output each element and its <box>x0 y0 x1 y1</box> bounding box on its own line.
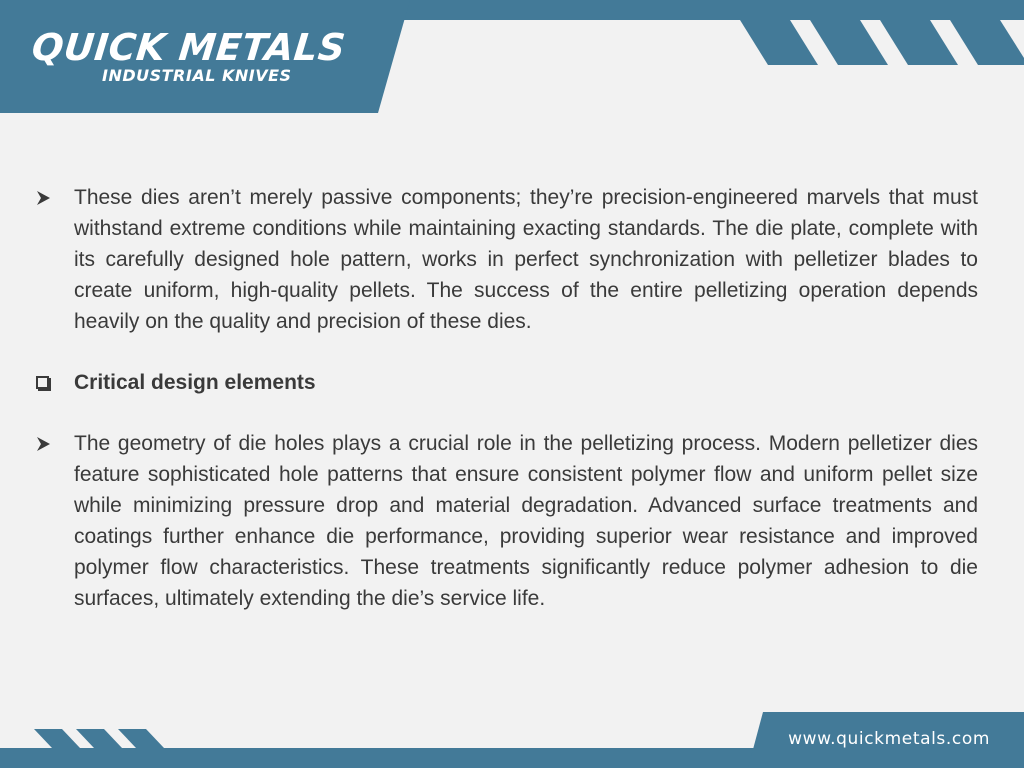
section-heading: Critical design elements <box>74 371 316 394</box>
header-stripe <box>880 20 958 65</box>
footer-url[interactable]: www.quickmetals.com <box>788 729 990 749</box>
header-stripe <box>810 20 888 65</box>
brand-name: QUICK METALS <box>29 26 348 69</box>
header-stripe <box>740 20 818 65</box>
bullet-text: The geometry of die holes plays a crucial role in the pelletizing process. Modern pelletizer dies feature sophisticated hole patterns that ensure consistent polymer flow and uniform pellet size while minimizing pressure drop and material degradation. Advanced surface treatments and coatings further enhance die performance, providing superior wear resistance and improved polymer flow characteristics. These treatments significantly reduce polymer adhesion to die surfaces, ultimately extending the die’s service life. <box>74 432 978 610</box>
footer-stripe <box>118 729 164 748</box>
bullet-item <box>34 182 978 337</box>
slide-content <box>34 182 978 614</box>
brand-logo <box>29 26 372 88</box>
footer-stripe <box>34 729 80 748</box>
section-heading-item <box>34 367 978 398</box>
bullet-text: These dies aren’t merely passive components; they’re precision-engineered marvels that must withstand extreme conditions while maintaining exacting standards. The die plate, complete with its carefully designed hole pattern, works in perfect synchronization with pelletizer blades to create uniform, high-quality pellets. The success of the entire pelletizing operation depends heavily on the quality and precision of these dies. <box>74 186 978 333</box>
checkbox-bullet-icon <box>36 376 49 389</box>
arrow-bullet-icon <box>34 182 56 213</box>
bullet-item <box>34 428 978 614</box>
header-stripe <box>950 20 1024 65</box>
footer-stripe <box>76 729 122 748</box>
arrow-bullet-icon <box>34 428 56 459</box>
brand-tagline: INDUSTRIAL KNIVES <box>102 66 292 85</box>
